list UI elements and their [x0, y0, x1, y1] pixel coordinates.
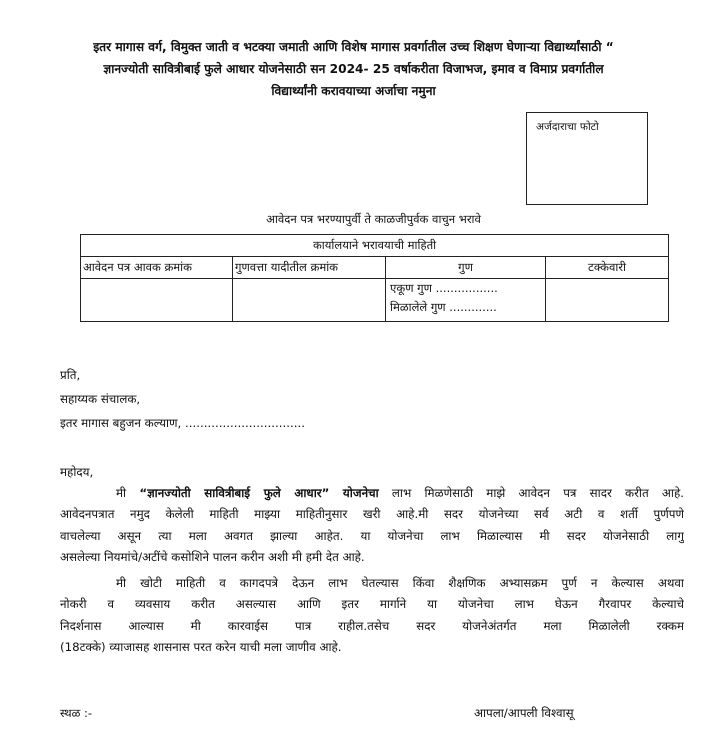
address-to: प्रति,: [60, 368, 81, 382]
obtained-marks-line: मिळालेले गुण .............: [390, 300, 497, 314]
total-marks-line: एकूण गुण .................: [390, 281, 498, 295]
header-percentage: टक्केवारी: [546, 257, 669, 279]
title-line-3: विद्यार्थ्यांनी करावयाच्या अर्जाचा नमुना: [271, 84, 436, 98]
title-line-1: इतर मागास वर्ग, विमुक्त जाती व भटक्या जमाती आणि विशेष मागास प्रवर्गातील उच्च शिक्षण घेणाऱ्या विद्यार्थ्यांसाठी “: [93, 40, 614, 54]
office-table-caption: कार्यालयाने भरावयाची माहिती: [81, 235, 669, 257]
office-use-table: [80, 234, 669, 322]
signature-label: आपला/आपली विश्वासू: [474, 706, 574, 720]
declaration-paragraph-1: [60, 483, 684, 569]
para1-line-2: आवेदनपत्रात नमुद केलेली माहिती माझ्या माहितीनुसार खरी आहे.मी सदर योजनेच्या सर्व अटी व शर्ती पुर्णपणे: [60, 507, 684, 522]
declaration-paragraph-2: [60, 573, 684, 659]
salutation: महोदय,: [60, 465, 94, 479]
inward-number-cell[interactable]: [81, 279, 233, 322]
percentage-cell[interactable]: [546, 279, 669, 322]
scheme-name: “ज्ञानज्योती सावित्रीबाई फुले आधार” योजनेचा: [139, 486, 379, 500]
para1-start: मी: [116, 486, 140, 500]
form-title: [40, 36, 667, 102]
para1-line-3: वाचलेल्या असून त्या मला अवगत झाल्या आहेत. या योजनेचा लाभ मिळाल्यास मी सदर योजनेसाठी लागु: [60, 528, 684, 543]
photo-box-label: अर्जदाराचा फोटो: [536, 121, 599, 133]
address-office: इतर मागास बहुजन कल्याण, ................................: [60, 416, 306, 430]
para1-line-1: [60, 483, 684, 504]
header-merit-number: गुणवत्ता यादीतील क्रमांक: [233, 257, 386, 279]
merit-number-cell[interactable]: [233, 279, 386, 322]
para2-line-3: निदर्शनास आल्यास मी कारवाईस पात्र राहील.तसेच सदर योजनेअंतर्गत मला मिळालेली रक्कम: [60, 618, 684, 633]
marks-cell[interactable]: [386, 279, 546, 322]
para2-line-4: (18टक्के) व्याजासह शासनास परत करेन याची मला जाणीव आहे.: [60, 640, 342, 655]
para2-line-1: मी खोटी माहिती व कागदपत्रे देऊन लाभ घेतल्यास किंवा शैक्षणिक अभ्यासक्रम पुर्ण न केल्यास अथवा: [116, 576, 684, 590]
title-line-2: ज्ञानज्योती सावित्रीबाई फुले आधार योजनेसाठी सन 2024- 25 वर्षाकरीता विजाभज, इमाव व विमाप्र प्रवर्गातील: [103, 62, 604, 76]
applicant-photo-box[interactable]: [526, 112, 648, 205]
fill-instruction: आवेदन पत्र भरण्यापुर्वी ते काळजीपुर्वक वाचुन भरावे: [266, 212, 481, 226]
header-marks: गुण: [386, 257, 546, 279]
para1-line-4: असलेल्या नियमांचे/अटींचे कसोशिने पालन करीन अशी मी हमी देत आहे.: [60, 550, 365, 565]
para2-line-2: नोकरी व व्यवसाय करीत असल्यास आणि इतर मार्गाने या योजनेचा लाभ घेऊन गैरवापर केल्याचे: [60, 597, 684, 612]
place-label: स्थळ :-: [60, 706, 93, 720]
office-data-row: [81, 279, 669, 322]
address-designation: सहाय्यक संचालक,: [60, 392, 141, 406]
header-inward-number: आवेदन पत्र आवक क्रमांक: [81, 257, 233, 279]
para1-line-1-rest: लाभ मिळणेसाठी माझे आवेदन पत्र सादर करीत आहे.: [378, 486, 684, 500]
